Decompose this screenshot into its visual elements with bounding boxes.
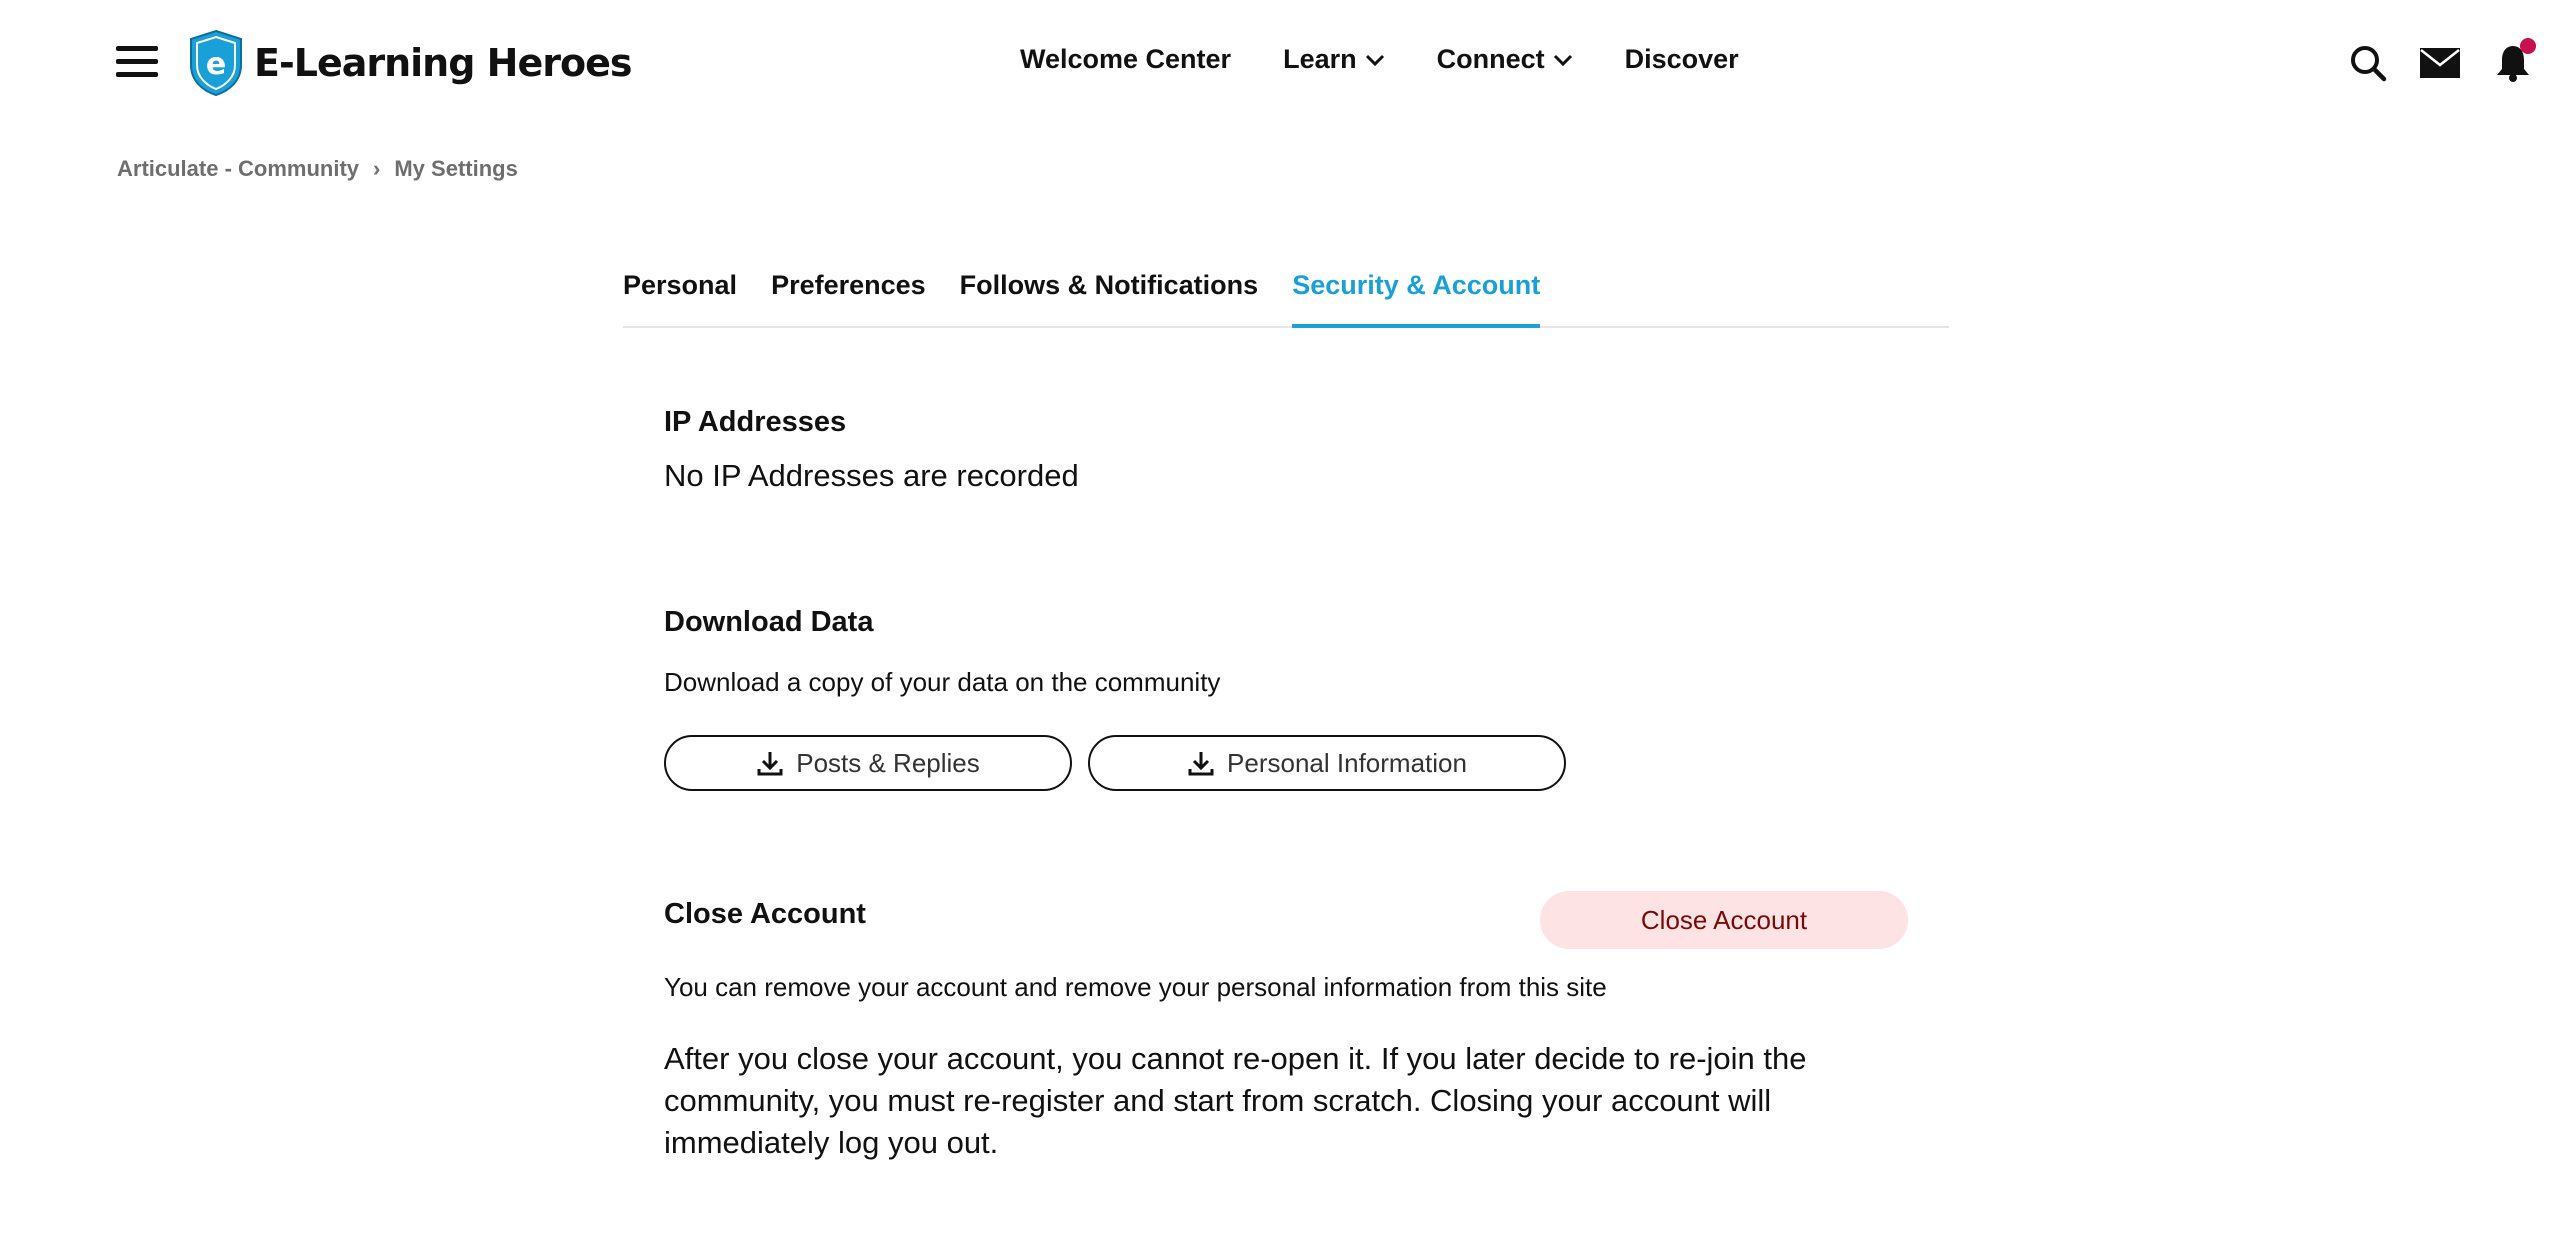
tab-security-account[interactable]: Security & Account bbox=[1292, 262, 1540, 328]
tab-personal[interactable]: Personal bbox=[623, 270, 738, 300]
breadcrumb bbox=[117, 156, 518, 182]
download-data-section bbox=[664, 606, 1909, 698]
notification-dot bbox=[2520, 38, 2536, 54]
close-account-title: Close Account bbox=[664, 898, 866, 930]
mail-icon bbox=[2419, 47, 2461, 79]
ip-addresses-title: IP Addresses bbox=[664, 406, 847, 438]
nav-discover[interactable]: Discover bbox=[1624, 44, 1739, 74]
search-icon bbox=[2349, 44, 2387, 82]
settings-tabs bbox=[623, 262, 1949, 328]
site-logo[interactable] bbox=[188, 28, 631, 98]
svg-text:e: e bbox=[205, 47, 227, 82]
close-account-warning: After you close your account, you cannot re-open it. If you later decide to re-join the community, you must re-register and start from scratch. Closing your account will immediately log you out. bbox=[664, 1041, 1807, 1160]
chevron-down-icon bbox=[1553, 53, 1573, 67]
logo-text: E-Learning Heroes bbox=[254, 41, 632, 85]
download-data-title: Download Data bbox=[664, 606, 874, 638]
main-nav bbox=[1020, 44, 1791, 75]
nav-welcome-center[interactable]: Welcome Center bbox=[1020, 44, 1232, 74]
download-icon bbox=[756, 749, 784, 777]
ip-addresses-text: No IP Addresses are recorded bbox=[664, 458, 1079, 493]
breadcrumb-current: My Settings bbox=[394, 156, 518, 181]
messages-button[interactable] bbox=[2415, 36, 2465, 90]
ip-addresses-section bbox=[664, 406, 1079, 497]
site-header bbox=[0, 0, 2560, 128]
search-button[interactable] bbox=[2343, 36, 2393, 90]
nav-connect[interactable]: Connect bbox=[1437, 44, 1573, 75]
download-posts-replies-button[interactable]: Posts & Replies bbox=[664, 735, 1072, 791]
download-icon bbox=[1187, 749, 1215, 777]
close-account-button[interactable]: Close Account bbox=[1540, 891, 1908, 949]
tab-preferences[interactable]: Preferences bbox=[771, 270, 926, 300]
download-personal-info-button[interactable]: Personal Information bbox=[1088, 735, 1566, 791]
notifications-button[interactable] bbox=[2488, 36, 2538, 90]
chevron-down-icon bbox=[1365, 53, 1385, 67]
breadcrumb-separator: › bbox=[373, 156, 381, 181]
shield-logo-icon bbox=[188, 29, 244, 97]
nav-learn[interactable]: Learn bbox=[1283, 44, 1385, 75]
menu-icon[interactable] bbox=[116, 46, 158, 80]
download-data-desc: Download a copy of your data on the community bbox=[664, 667, 1221, 697]
tab-follows-notifications[interactable]: Follows & Notifications bbox=[959, 270, 1259, 300]
close-account-desc: You can remove your account and remove your personal information from this site bbox=[664, 972, 1607, 1002]
breadcrumb-link-community[interactable]: Articulate - Community bbox=[117, 156, 360, 181]
